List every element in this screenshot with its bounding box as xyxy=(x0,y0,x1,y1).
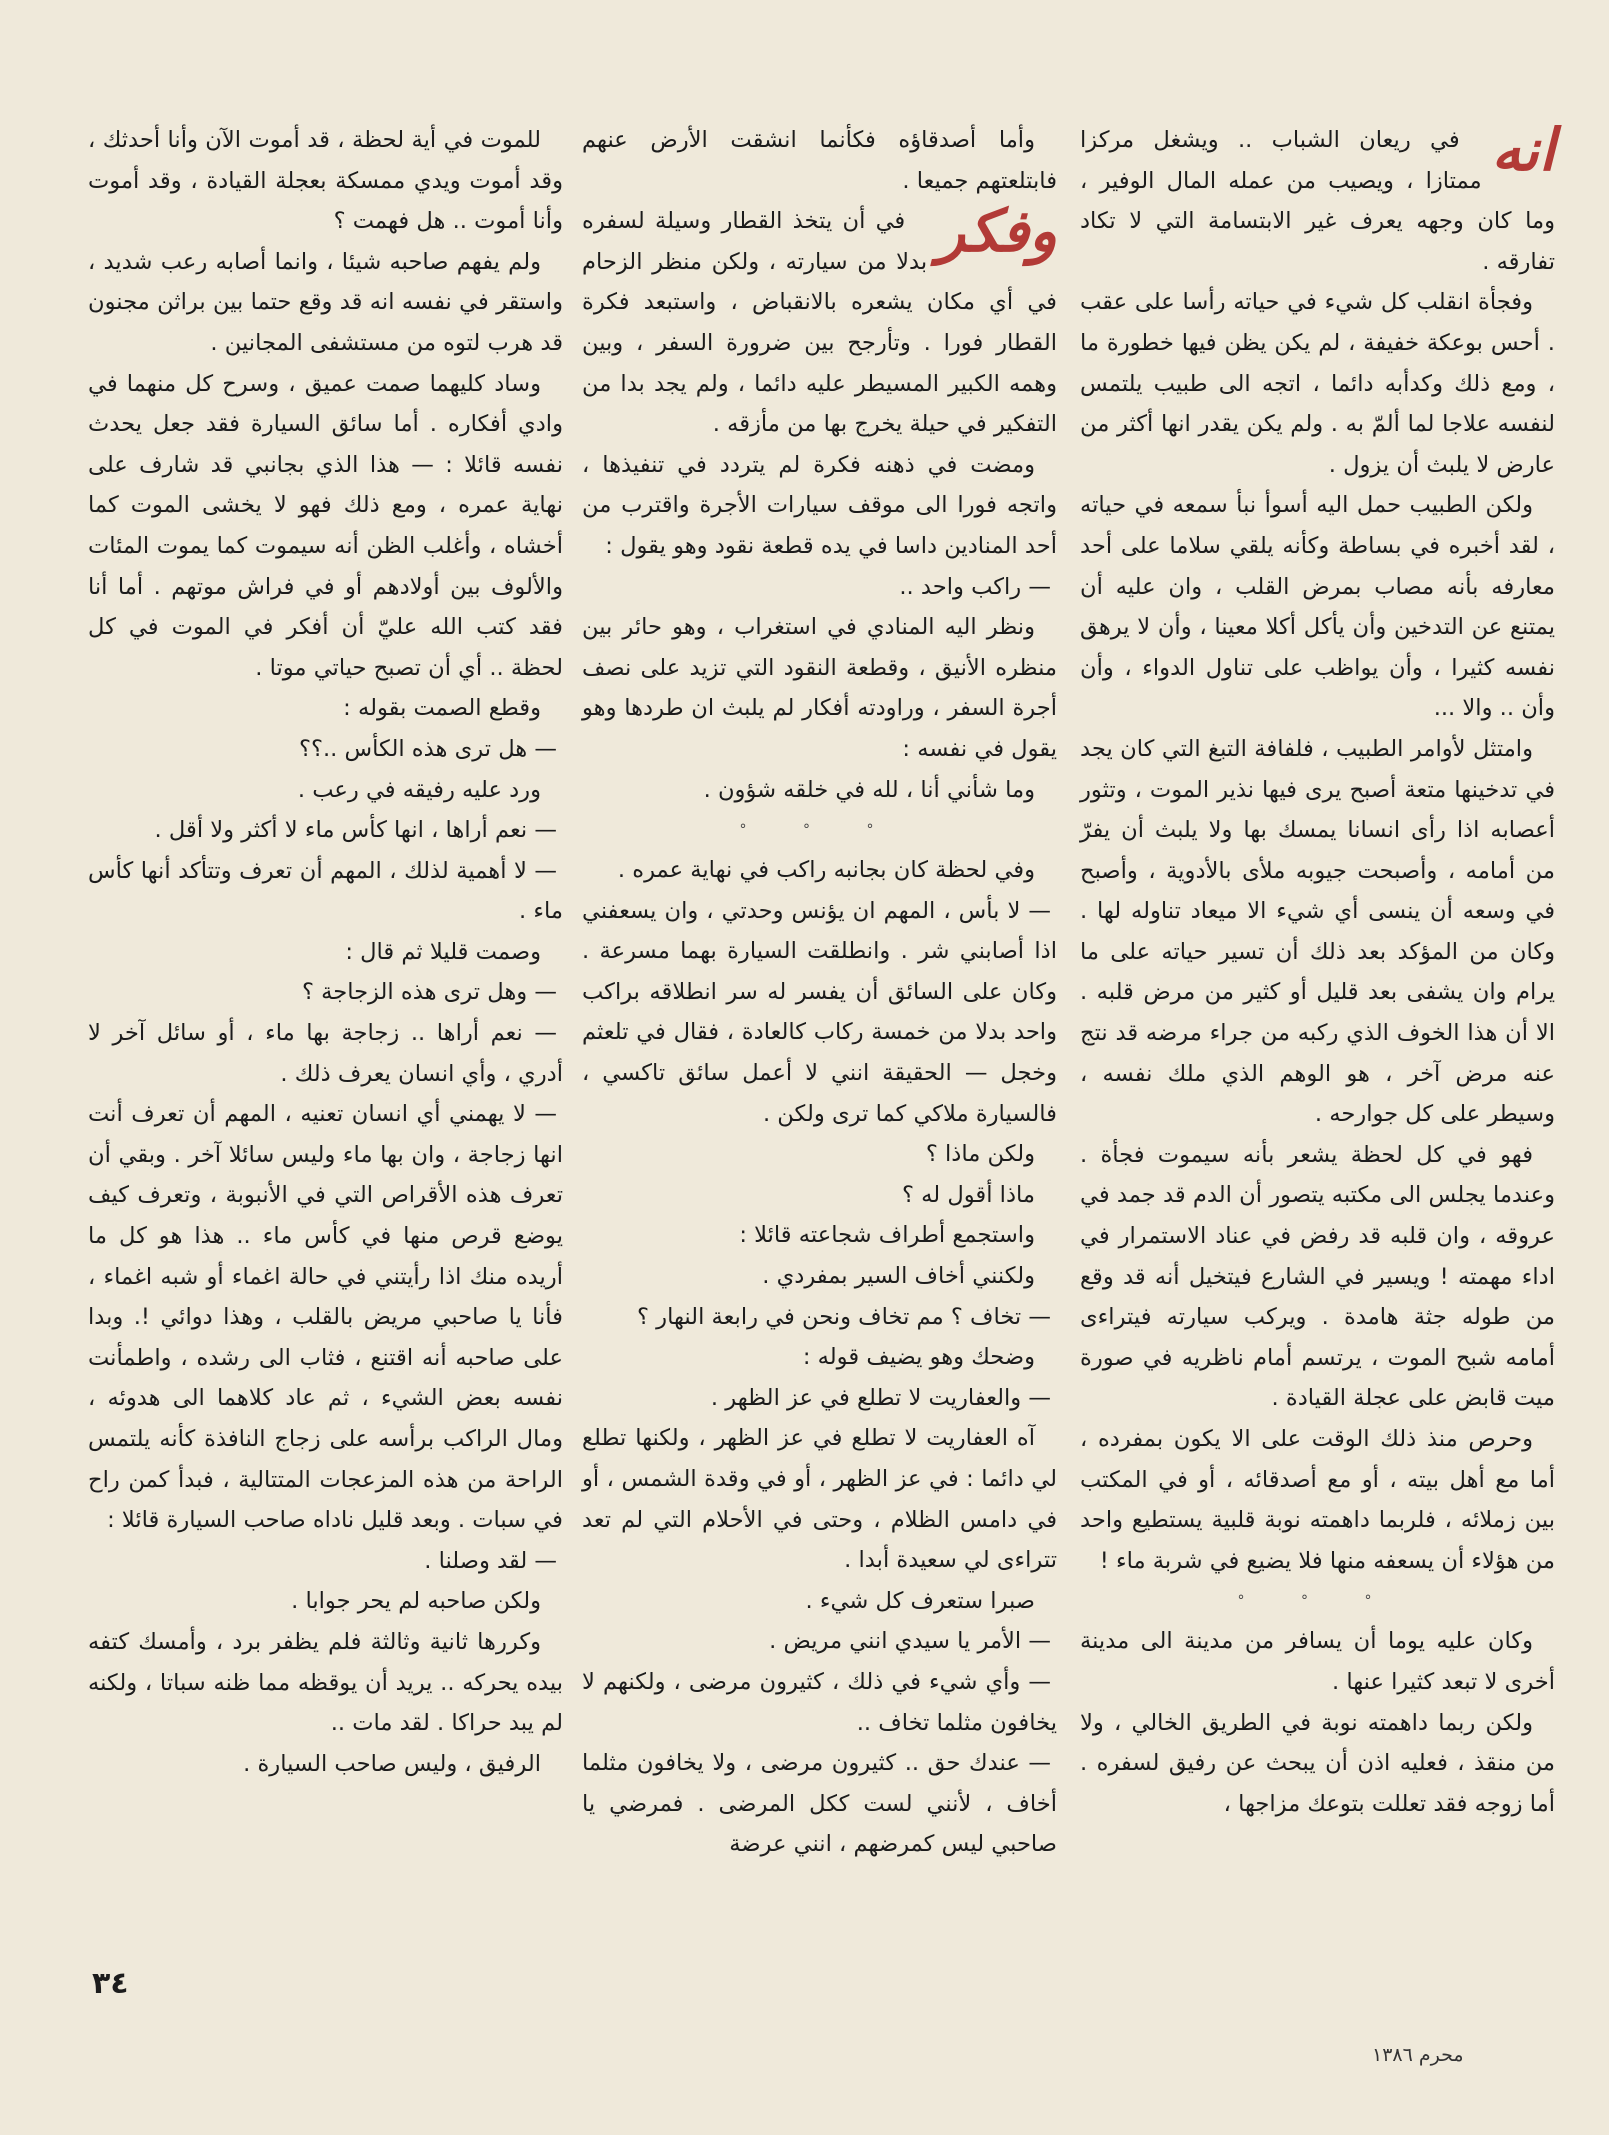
drop-cap-word: وفكر xyxy=(937,197,1057,266)
article-column-left xyxy=(88,120,563,1784)
paragraph: ماذا أقول له ؟ xyxy=(901,1181,1035,1208)
paragraph: وضحك وهو يضيف قوله : xyxy=(802,1344,1035,1371)
paragraph: — لقد وصلنا . xyxy=(424,1547,557,1574)
paragraph: وساد كليهما صمت عميق ، وسرح كل منهما في وادي أفكاره . أما سائق السيارة فقد جعل يحدث نفسه قائلا : — هذا الذي بجانبي قد شارف على نهاية عمره ، ومع ذلك فهو لا يخشى الموت كما أخشاه ، وأغلب الظن أنه سيموت كما يموت المئات والألوف بين أولادهم أو في فراش موتهم . أما أنا فقد كتب الله عليّ أن أفكر في الموت في كل لحظة .. أي أن تصبح حياتي موتا . xyxy=(88,370,563,681)
paragraph: وقطع الصمت بقوله : xyxy=(343,695,541,722)
paragraph: وفي لحظة كان بجانبه راكب في نهاية عمره . xyxy=(617,857,1035,884)
paragraph: في ريعان الشباب .. ويشغل مركزا ممتازا ، ويصيب من عمله المال الوفير ، وما كان وجهه يعرف غير الابتسامة التي لا تكاد تفارقه . xyxy=(1080,127,1555,275)
paragraph: — لا أهمية لذلك ، المهم أن تعرف وتتأكد أنها كأس ماء . xyxy=(88,857,563,925)
paragraph: واستجمع أطراف شجاعته قائلا : xyxy=(739,1222,1035,1249)
paragraph: — وأي شيء في ذلك ، كثيرون مرضى ، ولكنهم لا يخافون مثلما تخاف .. xyxy=(582,1668,1057,1736)
paragraph: — وهل ترى هذه الزجاجة ؟ xyxy=(301,979,557,1006)
paragraph: — عندك حق .. كثيرون مرضى ، ولا يخافون مثلما أخاف ، لأنني لست ككل المرضى . فمرضي يا صاحبي ليس كمرضهم ، انني عرضة xyxy=(582,1750,1057,1858)
article-column-right xyxy=(1080,116,1555,1824)
paragraph: ونظر اليه المنادي في استغراب ، وهو حائر بين منظره الأنيق ، وقطعة النقود التي تزيد على نصف أجرة السفر ، وراودته أفكار لم يلبث ان طردها وهو يقول في نفسه : xyxy=(582,614,1057,762)
paragraph: فهو في كل لحظة يشعر بأنه سيموت فجأة . وعندما يجلس الى مكتبه يتصور أن الدم قد جمد في عروقه ، وان قلبه قد رفض في عناد الاستمرار في اداء مهمته ! ويسير في الشارع فيتخيل أنه قد وقع من طوله جثة هامدة . ويركب سيارته فيتراءى أمامه شبح الموت ، يرتسم أمام ناظريه في صورة ميت قابض على عجلة القيادة . xyxy=(1080,1141,1555,1412)
paragraph: وكان عليه يوما أن يسافر من مدينة الى مدينة أخرى لا تبعد كثيرا عنها . xyxy=(1080,1628,1555,1695)
paragraph: وصمت قليلا ثم قال : xyxy=(345,938,541,965)
paragraph: — راكب واحد .. xyxy=(899,573,1051,600)
paragraph: ولكن الطبيب حمل اليه أسوأ نبأ سمعه في حياته ، لقد أخبره في بساطة وكأنه يلقي سلاما على أحد معارفه بأنه مصاب بمرض القلب ، وان عليه أن يمتنع عن التدخين وأن يأكل أكلا معينا ، وأن لا يرهق نفسه كثيرا ، وأن يواظب على تناول الدواء ، وأن وأن .. والا ... xyxy=(1080,492,1555,722)
paragraph: — والعفاريت لا تطلع في عز الظهر . xyxy=(710,1384,1051,1411)
section-divider: ° ° ° xyxy=(739,822,900,839)
article-column-middle xyxy=(582,120,1057,1865)
paragraph: للموت في أية لحظة ، قد أموت الآن وأنا أحدثك ، وقد أموت ويدي ممسكة بعجلة القيادة ، وقد أموت وأنا أموت .. هل فهمت ؟ xyxy=(88,127,563,235)
paragraph: وحرص منذ ذلك الوقت على الا يكون بمفرده ، أما مع أهل بيته ، أو مع أصدقائه ، أو في المكتب بين زملائه ، فلربما داهمته نوبة قلبية يستطيع واحد من هؤلاء أن يسعفه منها فلا يضيع في شربة ماء ! xyxy=(1080,1426,1555,1574)
paragraph: — نعم أراها ، انها كأس ماء لا أكثر ولا أقل . xyxy=(154,817,557,844)
paragraph: وفجأة انقلب كل شيء في حياته رأسا على عقب . أحس بوعكة خفيفة ، لم يكن يظن فيها خطورة ما ، ومع ذلك وكدأبه دائما ، اتجه الى طبيب يلتمس لنفسه علاجا لما ألمّ به . ولم يكن يقدر انها أكثر من عارض لا يلبث أن يزول . xyxy=(1080,289,1555,478)
paragraph: ولكن صاحبه لم يحر جوابا . xyxy=(291,1588,541,1615)
paragraph: ولكن ربما داهمته نوبة في الطريق الخالي ، ولا من منقذ ، فعليه اذن أن يبحث عن رفيق لسفره . أما زوجه فقد تعللت بتوعك مزاجها ، xyxy=(1080,1709,1555,1817)
paragraph: — تخاف ؟ مم تخاف ونحن في رابعة النهار ؟ xyxy=(636,1303,1051,1330)
issue-date: محرم ١٣٨٦ xyxy=(1372,2044,1464,2066)
paragraph: وامتثل لأوامر الطبيب ، فلفافة التبغ التي كان يجد في تدخينها متعة أصبح يرى فيها نذير الموت ، وتثور أعصابه اذا رأى انسانا يمسك بها ولا يلبث أن يفرّ من أمامه ، وأصبحت جيوبه ملأى بالأدوية ، وأصبح في وسعه أن ينسى أي شيء الا ميعاد تناوله لها . وكان من المؤكد بعد ذلك أن تسير حياته على ما يرام وان يشفى بعد قليل أو كثير من مرض قلبه . الا أن هذا الخوف الذي ركبه من جراء مرضه قد نتج عنه مرض آخر ، هو الوهم الذي ملك نفسه ، وسيطر على كل جوارحه . xyxy=(1080,735,1555,1128)
paragraph: — لا بأس ، المهم ان يؤنس وحدتي ، وان يسعفني اذا أصابني شر . وانطلقت السيارة بهما مسرعة . وكان على السائق أن يفسر له سر انطلاقه براكب واحد بدلا من خمسة ركاب كالعادة ، فقال في تلعثم وخجل — الحقيقة انني لا أعمل سائق تاكسي ، فالسيارة ملاكي كما ترى ولكن . xyxy=(582,897,1057,1127)
paragraph: ولم يفهم صاحبه شيئا ، وانما أصابه رعب شديد ، واستقر في نفسه انه قد وقع حتما بين براثن مجنون قد هرب لتوه من مستشفى المجانين . xyxy=(88,248,563,356)
page-number: ٣٤ xyxy=(92,1966,129,2001)
paragraph: ومضت في ذهنه فكرة لم يتردد في تنفيذها ، واتجه فورا الى موقف سيارات الأجرة واقترب من أحد المنادين داسا في يده قطعة نقود وهو يقول : xyxy=(582,451,1057,559)
paragraph: — نعم أراها .. زجاجة بها ماء ، أو سائل آخر لا أدري ، وأي انسان يعرف ذلك . xyxy=(88,1020,563,1087)
paragraph: — لا يهمني أي انسان تعنيه ، المهم أن تعرف أنت انها زجاجة ، وان بها ماء وليس سائلا آخر . وبقي أن تعرف هذه الأقراص التي في الأنبوبة ، وتعرف كيف يوضع قرص منها في كأس ماء .. هذا هو كل ما أريده منك اذا رأيتني في حالة اغماء أو شبه اغماء ، فأنا يا صاحبي مريض بالقلب ، وهذا دوائي !. وبدا على صاحبه أنه اقتنع ، فثاب الى رشده ، واطمأنت نفسه بعض الشيء ، ثم عاد كلاهما الى هدوئه ، ومال الراكب برأسه على زجاج النافذة كأنه يلتمس الراحة من هذه المزعجات المتتالية ، فبدأ كمن راح في سبات . وبعد قليل ناداه صاحب السيارة قائلا : xyxy=(88,1101,563,1534)
paragraph: — الأمر يا سيدي انني مريض . xyxy=(769,1628,1051,1655)
paragraph: ولكن ماذا ؟ xyxy=(925,1141,1035,1168)
paragraph: — هل ترى هذه الكأس ..؟؟ xyxy=(298,735,557,762)
paragraph: وما شأني أنا ، لله في خلقه شؤون . xyxy=(703,776,1035,803)
paragraph: ورد عليه رفيقه في رعب . xyxy=(297,776,541,803)
section-divider: ° ° ° xyxy=(1237,1593,1398,1610)
paragraph: وكررها ثانية وثالثة فلم يظفر برد ، وأمسك كتفه بيده يحركه .. يريد أن يوقظه مما ظنه سباتا ، ولكنه لم يبد حراكا . لقد مات .. xyxy=(88,1628,563,1737)
paragraph: ولكنني أخاف السير بمفردي . xyxy=(762,1263,1035,1290)
paragraph: وأما أصدقاؤه فكأنما انشقت الأرض عنهم فابتلعتهم جميعا . xyxy=(582,127,1057,194)
paragraph: الرفيق ، وليس صاحب السيارة . xyxy=(243,1750,541,1777)
paragraph: في أن يتخذ القطار وسيلة لسفره بدلا من سيارته ، ولكن منظر الزحام في أي مكان يشعره بالانقباض ، واستبعد فكرة القطار فورا . وتأرجح بين ضرورة السفر ، وبين وهمه الكبير المسيطر عليه دائما ، ولم يجد بدا من التفكير في حيلة يخرج بها من مأزقه . xyxy=(582,208,1057,438)
paragraph: صبرا ستعرف كل شيء . xyxy=(805,1587,1035,1614)
drop-cap-word: انه xyxy=(1491,116,1555,184)
paragraph: آه العفاريت لا تطلع في عز الظهر ، ولكنها تطلع لي دائما : في عز الظهر ، أو في وقدة الشمس ، أو في دامس الظلام ، وحتى في الأحلام التي لم تعد تتراءى لي سعيدة أبدا . xyxy=(582,1425,1057,1574)
